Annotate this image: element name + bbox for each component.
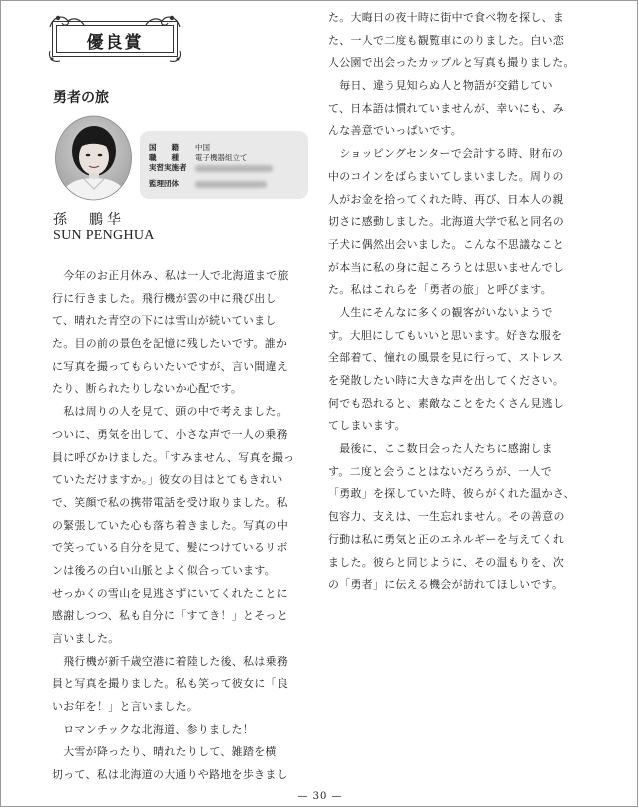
text-line: 大雪が降ったり、晴れたりして、雑踏を横: [52, 745, 277, 759]
text-line: てしまいます。: [328, 419, 406, 433]
text-line: 切って、私は北海道の大通りや路地を歩きまし: [52, 768, 288, 782]
text-line: ショッピングセンターで会計する時、財布の: [328, 147, 564, 161]
text-line: 行に行きました。飛行機が雲の中に飛び出し: [52, 291, 277, 305]
text-line: 飛行機が新千歳空港に着陸した後、私は乗務: [52, 654, 289, 668]
text-line: 人がお金を拾ってくれた時、再び、日本人の親: [328, 192, 564, 206]
text-line: 「勇敢」を探していた時、彼らがくれた温かさ、: [328, 487, 575, 501]
redacted-supervisor: [195, 181, 267, 188]
essay-right-column: [328, 7, 575, 597]
text-line: ました。彼らと同じように、その温もりを、次: [328, 555, 565, 569]
text-line: 言いました。: [52, 632, 120, 645]
info-row-nationality: [149, 143, 210, 152]
text-line: ロマンチックな北海道、参りました！: [52, 722, 255, 736]
text-line: いお年を！」と言いました。: [52, 700, 199, 714]
redacted-implementer: [195, 165, 273, 172]
text-line: た。大晦日の夜十時に街中で食べ物を探し、ま: [328, 11, 565, 24]
text-line: ていただけますか。」彼女の目はとてもきれい: [52, 473, 283, 487]
text-line: た。私はこれらを「勇者の旅」と呼びます。: [328, 283, 552, 297]
text-line: 包容力、支えは、一生忘れません。その善意の: [328, 510, 565, 524]
nationality-label: 国 籍: [149, 143, 179, 152]
text-line: 今年のお正月休み、私は一人で北海道まで旅: [52, 269, 289, 282]
text-line: 人公園で出会ったカップルと写真も撮りました。: [328, 56, 575, 70]
text-line: 何でも恐れると、素敵なことをたくさん見逃し: [328, 396, 565, 410]
info-row-occupation: [149, 153, 248, 162]
text-line: て、晴れた青空の下には雪山が続いていまし: [52, 314, 277, 328]
text-line: 最後に、ここ数日会った人たちに感謝しま: [328, 442, 553, 456]
award-banner: [46, 11, 186, 63]
text-line: ンは後ろの白い山脈とよく似合っています。: [52, 563, 276, 577]
text-line: 子犬に偶然出会いました。こんな不思議なこと: [328, 237, 565, 251]
text-line: 私は周りの人を見て、頭の中で考えました。: [52, 405, 288, 419]
occupation-value: 電子機器組立て: [195, 153, 248, 162]
text-line: す。大胆にしてもいいと思います。好きな服を: [328, 328, 563, 342]
text-line: たり、断られたりしないか心配です。: [52, 382, 243, 396]
text-line: た、一人で二度も観覧車にのりました。白い恋: [328, 33, 565, 47]
text-line: 行動は私に勇気と正のエネルギーを与えてくれ: [328, 532, 565, 546]
text-line: 員と写真を撮りました。私も笑って彼女に「良: [52, 677, 289, 691]
text-line: 人生にそんなに多くの観客がいないようで: [328, 305, 553, 319]
supervisor-label: 監理団体: [149, 179, 179, 188]
author-name-english: SUN PENGHUA: [53, 228, 155, 243]
text-line: 中のコインをばらまいてしまいました。周りの: [328, 169, 564, 183]
text-line: に写真を撮ってもらいたいですが、言い間違え: [52, 359, 289, 373]
essay-left-column: [52, 265, 295, 787]
text-line: の「勇者」に伝える機会が訪れてほしいです。: [328, 578, 564, 592]
text-line: 全部着て、憧れの風景を見に行って、ストレス: [328, 351, 564, 365]
info-row-implementer: [149, 163, 273, 172]
implementer-label: 実習実施者: [149, 163, 187, 172]
text-line: を発散したい時に大きな声を出してください。: [328, 374, 565, 387]
text-line: す。二度と会うことはないだろうが、一人で: [328, 464, 552, 478]
text-line: んな善意でいっぱいです。: [328, 124, 463, 138]
text-line: で、笑顔で私の携帯電話を受け取りました。私: [52, 495, 288, 509]
text-line: た。目の前の景色を記憶に残したいです。誰か: [52, 337, 288, 351]
page-number: — 30 —: [297, 791, 343, 802]
essay-title: 勇者の旅: [53, 90, 109, 106]
occupation-label: 職 種: [149, 153, 179, 162]
nationality-value: 中国: [195, 143, 210, 152]
author-name-japanese: 孫 鵬华: [53, 212, 125, 228]
author-portrait: [54, 115, 133, 201]
text-line: の緊張していた心も落ち着きました。写真の中: [52, 518, 289, 532]
award-label: 優良賞: [86, 33, 144, 53]
text-line: 感謝しつつ、私も自分に「すてき！」とそっと: [52, 609, 288, 623]
info-row-supervisor: [149, 179, 267, 188]
author-info-box: [140, 131, 308, 199]
text-line: で笑っている自分を見て、髪につけているリボ: [52, 541, 288, 555]
text-line: 毎日、違う見知らぬ人と物語が交錯してい: [328, 79, 553, 93]
text-line: て、日本語は慣れていませんが、幸いにも、み: [328, 101, 564, 115]
text-line: 切さに感動しました。北海道大学で私と同名の: [328, 215, 565, 229]
text-line: ついに、勇気を出して、小さな声で一人の乗務: [52, 427, 288, 441]
text-line: 員に呼びかけました。「すみません、写真を撮っ: [52, 450, 295, 464]
text-line: が本当に私の身に起ころうとは思いませんでし: [328, 260, 565, 274]
text-line: せっかくの雪山を見逃さずにいてくれたことに: [52, 586, 288, 600]
